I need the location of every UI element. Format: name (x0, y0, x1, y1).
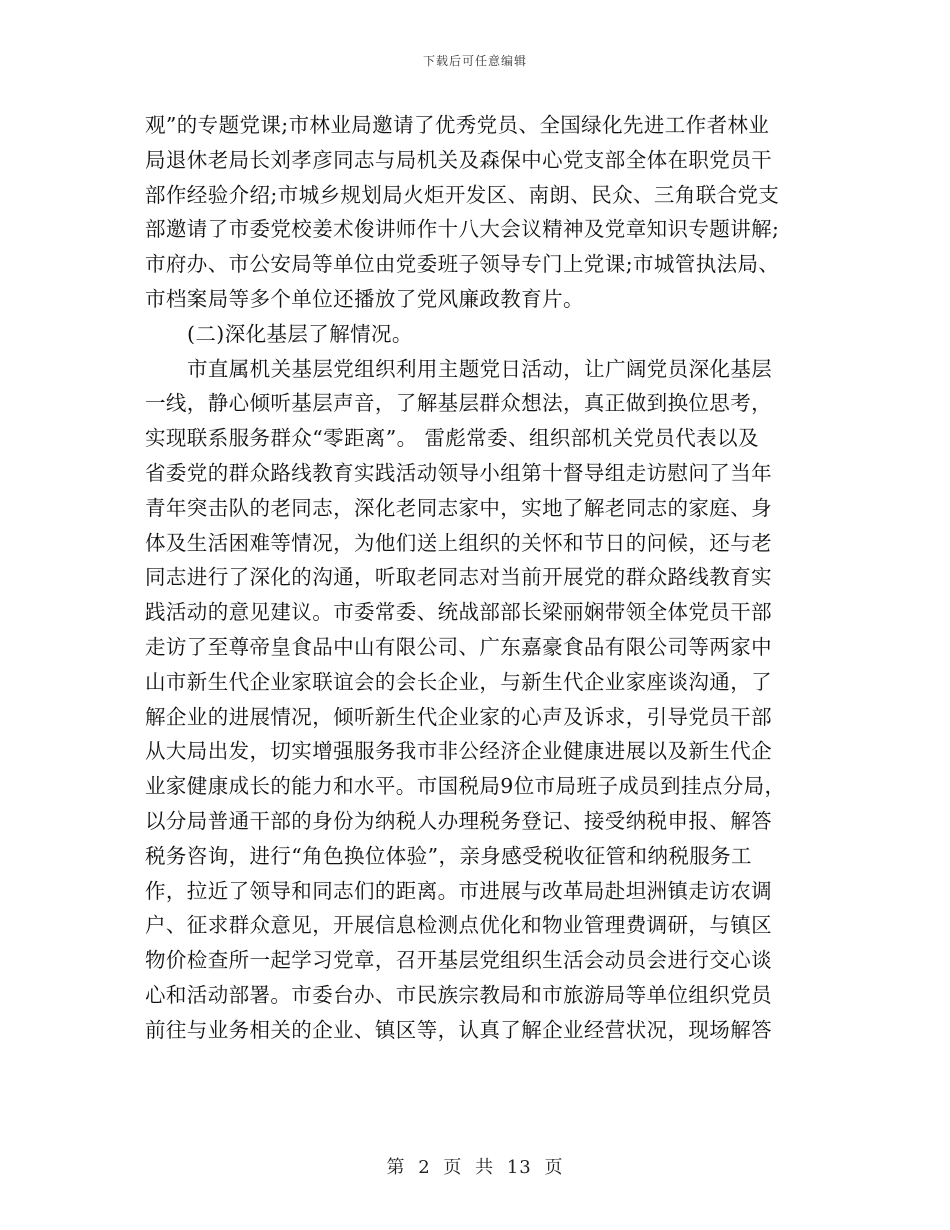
text-line: 物价检查所一起学习党章，召开基层党组织生活会动员会进行交心谈 (145, 948, 772, 973)
text-line: 以分局普通干部的身份为纳税人办理税务登记、接受纳税申报、解答 (145, 808, 772, 833)
text-line: 解企业的进展情况，倾听新生代企业家的心声及诉求，引导党员干部 (145, 704, 772, 729)
text-line: 户、征求群众意见，开展信息检测点优化和物业管理费调研，与镇区 (145, 913, 772, 938)
page-header: 下载后可任意编辑 (422, 54, 527, 68)
text-line: 走访了至尊帝皇食品中山有限公司、广东嘉豪食品有限公司等两家中 (145, 634, 772, 659)
text-line: 山市新生代企业家联谊会的会长企业，与新生代企业家座谈沟通，了 (145, 669, 772, 694)
text-line: 市直属机关基层党组织利用主题党日活动，让广阔党员深化基层 (187, 356, 773, 381)
text-line: 从大局出发，切实增强服务我市非公经济企业健康进展以及新生代企 (145, 739, 772, 764)
text-line: 一线，静心倾听基层声音，了解基层群众想法，真正做到换位思考， (145, 391, 772, 416)
text-line: 省委党的群众路线教育实践活动领导小组第十督导组走访慰问了当年 (145, 460, 772, 485)
text-line: 局退休老局长刘孝彦同志与局机关及森保中心党支部全体在职党员干 (145, 147, 772, 172)
text-line: 青年突击队的老同志，深化老同志家中，实地了解老同志的家庭、身 (145, 495, 772, 520)
page-number-footer: 第 2 页 共 13 页 (386, 1157, 564, 1178)
document-body (145, 108, 800, 1048)
text-line: 观”的专题党课;市林业局邀请了优秀党员、全国绿化先进工作者林业 (145, 113, 770, 137)
text-line: 业家健康成长的能力和水平。市国税局9位市局班子成员到挂点分局， (145, 774, 786, 799)
text-line: 同志进行了深化的沟通，听取老同志对当前开展党的群众路线教育实 (145, 565, 772, 590)
section-heading: (二)深化基层了解情况。 (187, 321, 413, 346)
text-line: 践活动的意见建议。市委常委、统战部部长梁丽娴带领全体党员干部 (145, 600, 772, 625)
text-line: 心和活动部署。市委台办、市民族宗教局和市旅游局等单位组织党员 (145, 982, 772, 1007)
text-line: 实现联系服务群众“零距离”。 雷彪常委、组织部机关党员代表以及 (145, 426, 759, 451)
text-line: 税务咨询，进行“角色换位体验”，亲身感受税收征管和纳税服务工 (145, 843, 752, 868)
text-line: 市府办、市公安局等单位由党委班子领导专门上党课;市城管执法局、 (145, 252, 780, 277)
text-line: 体及生活困难等情况，为他们送上组织的关怀和节日的问候，还与老 (145, 530, 772, 555)
text-line: 前往与业务相关的企业、镇区等，认真了解企业经营状况，现场解答 (145, 1017, 772, 1042)
text-line: 部作经验介绍;市城乡规划局火炬开发区、南朗、民众、三角联合党支 (145, 182, 780, 207)
text-line: 部邀请了市委党校姜术俊讲师作十八大会议精神及党章知识专题讲解; (145, 217, 780, 242)
text-line: 市档案局等多个单位还播放了党风廉政教育片。 (145, 286, 584, 311)
text-line: 作，拉近了领导和同志们的距离。市进展与改革局赴坦洲镇走访农调 (145, 878, 772, 903)
